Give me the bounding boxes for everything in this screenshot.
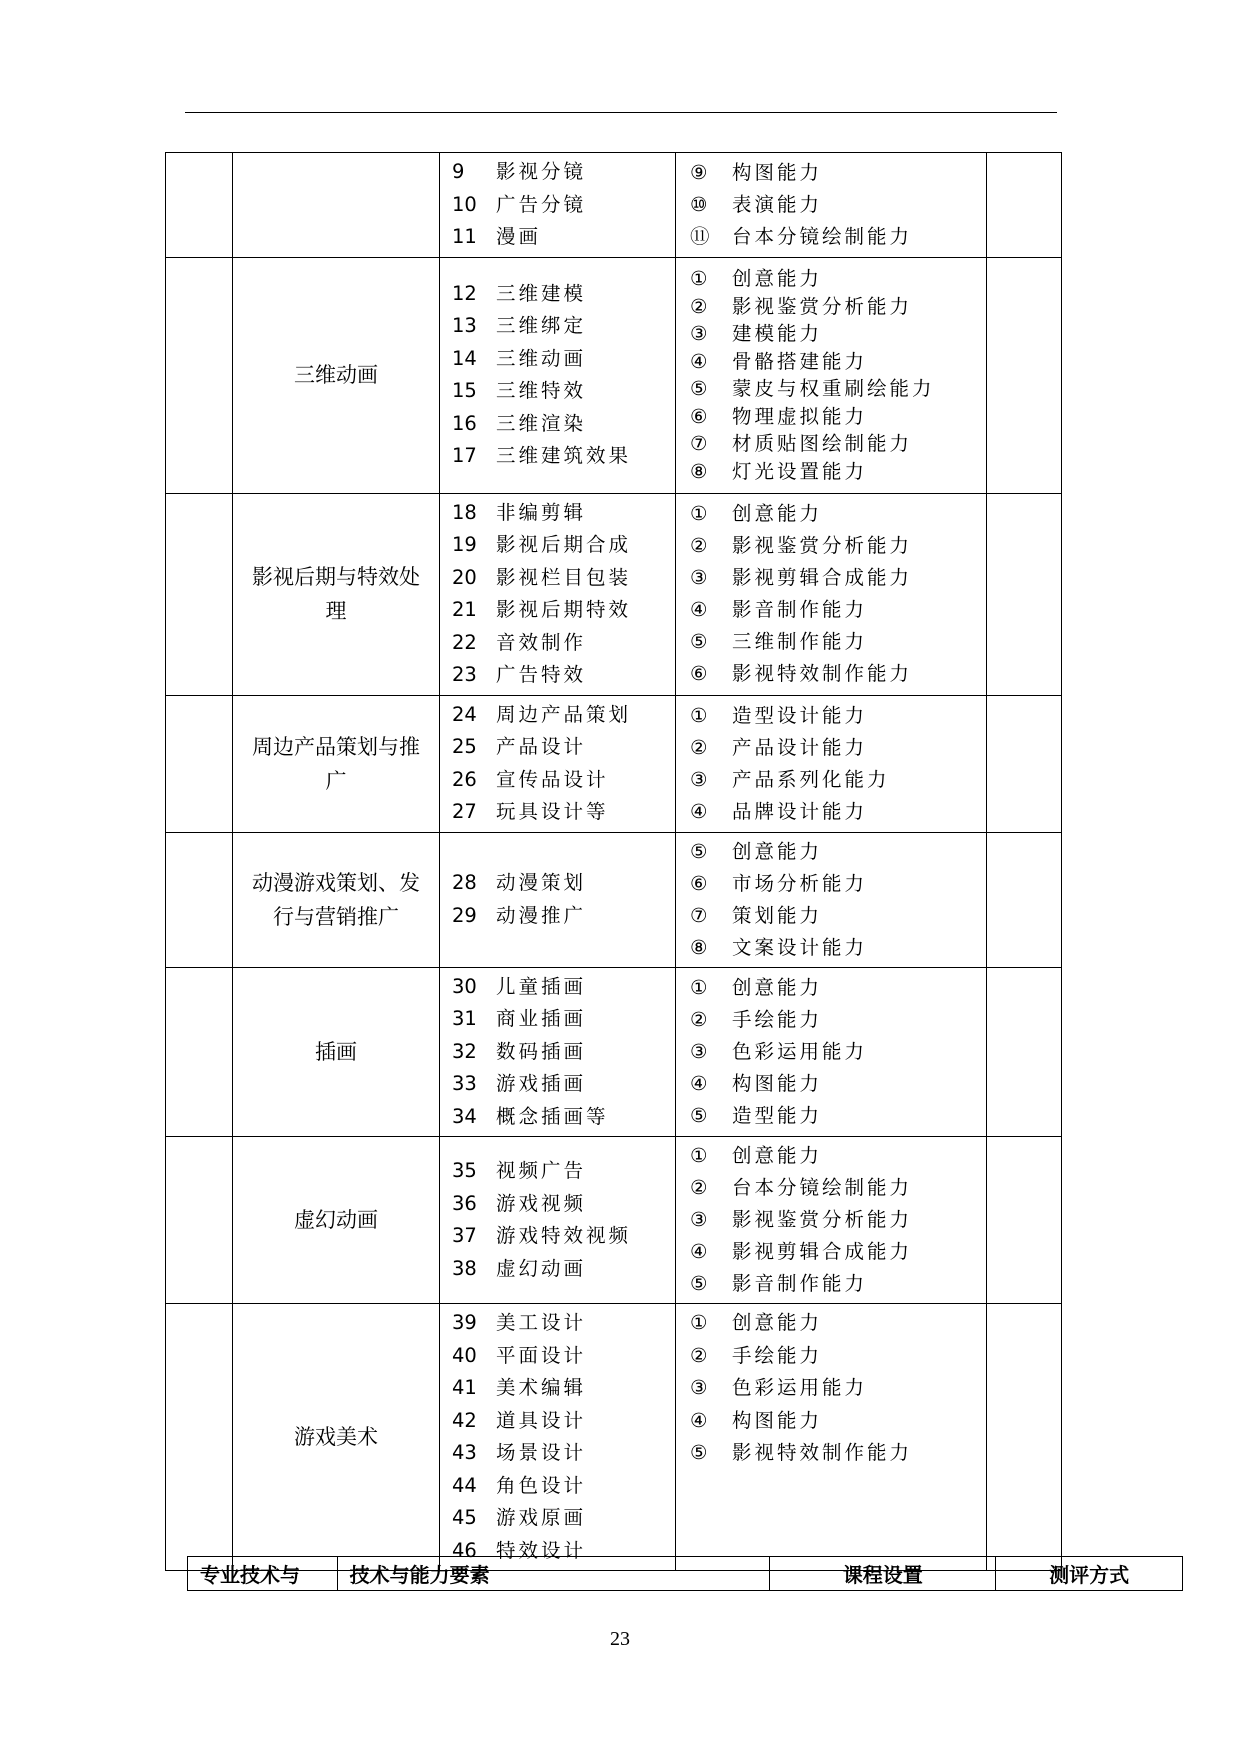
course-number: 40	[452, 1343, 477, 1367]
ability-marker: ⑤	[690, 1441, 708, 1464]
blank-cell	[166, 153, 233, 258]
ability-marker: ④	[690, 1240, 708, 1263]
ability-marker: ③	[690, 1039, 708, 1063]
ability-name: 影音制作能力	[732, 598, 868, 621]
ability-item	[676, 265, 986, 293]
course-name: 影视栏目包装	[496, 565, 632, 589]
category-cell: 插画	[233, 967, 440, 1137]
ability-marker: ①	[690, 703, 708, 727]
ability-marker: ⑪	[690, 224, 710, 248]
category-cell: 周边产品策划与推广	[233, 695, 440, 832]
course-name: 美术编辑	[496, 1376, 587, 1399]
ability-name: 台本分镜绘制能力	[732, 224, 913, 248]
course-item	[440, 1502, 675, 1535]
course-number: 9	[452, 160, 465, 183]
ability-marker: ④	[690, 1071, 708, 1095]
course-item	[440, 497, 675, 530]
course-number: 44	[452, 1473, 477, 1497]
ability-name: 物理虚拟能力	[732, 404, 868, 428]
blank-cell	[987, 493, 1062, 695]
course-item	[440, 1437, 675, 1470]
ability-marker: ⑧	[690, 935, 708, 959]
ability-name: 造型设计能力	[732, 703, 868, 727]
ability-item	[676, 1372, 986, 1405]
ability-name: 表演能力	[732, 192, 823, 216]
ability-item	[676, 1004, 986, 1036]
ability-name: 产品设计能力	[732, 735, 868, 759]
ability-name: 材质贴图绘制能力	[732, 432, 913, 455]
blank-cell	[987, 1137, 1062, 1304]
table-row	[166, 493, 1062, 695]
category-cell: 虚幻动画	[233, 1137, 440, 1304]
table-row	[166, 695, 1062, 832]
courses-cell	[440, 695, 676, 832]
blank-cell	[987, 153, 1062, 258]
ability-item	[676, 498, 986, 530]
course-number: 11	[452, 225, 477, 248]
ability-item	[676, 900, 986, 932]
course-name: 音效制作	[496, 630, 587, 654]
ability-marker: ①	[690, 502, 708, 525]
blank-cell	[166, 493, 233, 695]
course-item	[440, 156, 675, 189]
ability-item	[676, 320, 986, 348]
course-name: 概念插画等	[496, 1104, 609, 1128]
ability-name: 台本分镜绘制能力	[732, 1176, 913, 1199]
ability-name: 影视鉴赏分析能力	[732, 294, 913, 318]
course-name: 游戏插画	[496, 1072, 587, 1095]
ability-name: 影视剪辑合成能力	[732, 1240, 913, 1263]
course-item	[440, 278, 675, 311]
course-number: 13	[452, 314, 477, 337]
course-number: 32	[452, 1039, 477, 1063]
course-item	[440, 900, 675, 933]
course-name: 美工设计	[496, 1311, 587, 1334]
category-cell: 动漫游戏策划、发行与营销推广	[233, 832, 440, 967]
ability-item	[676, 189, 986, 221]
ability-item	[676, 1068, 986, 1100]
header-cell-3: 课程设置	[770, 1557, 996, 1591]
ability-name: 手绘能力	[732, 1343, 823, 1367]
ability-marker: ⑤	[690, 839, 708, 863]
course-item	[440, 343, 675, 376]
courses-cell	[440, 967, 676, 1137]
ability-name: 创意能力	[732, 502, 823, 525]
course-number: 18	[452, 500, 477, 524]
ability-name: 创意能力	[732, 975, 823, 999]
curriculum-table	[165, 152, 1062, 1571]
course-number: 31	[452, 1007, 477, 1030]
ability-item	[676, 562, 986, 594]
ability-item	[676, 458, 986, 486]
abilities-cell	[676, 695, 987, 832]
course-number: 39	[452, 1311, 477, 1334]
course-name: 数码插画	[496, 1039, 587, 1063]
ability-name: 创意能力	[732, 1144, 823, 1167]
ability-name: 造型能力	[732, 1103, 823, 1127]
ability-marker: ①	[690, 1144, 708, 1167]
ability-item	[676, 658, 986, 690]
next-table-header	[187, 1556, 1183, 1591]
course-item	[440, 375, 675, 408]
ability-marker: ⑥	[690, 871, 708, 895]
ability-item	[676, 530, 986, 562]
category-cell: 影视后期与特效处理	[233, 493, 440, 695]
course-item	[440, 659, 675, 692]
ability-marker: ②	[690, 1343, 708, 1367]
course-item	[440, 764, 675, 797]
course-item	[440, 1036, 675, 1069]
ability-marker: ④	[690, 598, 708, 621]
course-name: 三维绑定	[496, 314, 587, 337]
ability-marker: ③	[690, 1376, 708, 1399]
course-item	[440, 594, 675, 627]
ability-item	[676, 221, 986, 253]
blank-cell	[987, 257, 1062, 493]
ability-marker: ⑤	[690, 1103, 708, 1127]
course-item	[440, 1003, 675, 1036]
course-number: 38	[452, 1256, 477, 1280]
blank-cell	[166, 967, 233, 1137]
abilities-cell	[676, 1304, 987, 1571]
ability-marker: ①	[690, 267, 708, 290]
ability-name: 创意能力	[732, 267, 823, 290]
course-name: 平面设计	[496, 1343, 587, 1367]
ability-item	[676, 732, 986, 764]
ability-item	[676, 1340, 986, 1373]
ability-item	[676, 348, 986, 376]
course-name: 影视后期特效	[496, 598, 632, 621]
courses-cell	[440, 1137, 676, 1304]
course-number: 20	[452, 565, 477, 589]
abilities-cell	[676, 153, 987, 258]
course-number: 17	[452, 444, 477, 467]
course-item	[440, 1470, 675, 1503]
ability-marker: ⑥	[690, 404, 708, 428]
course-number: 37	[452, 1224, 477, 1247]
course-number: 46	[452, 1538, 477, 1562]
ability-marker: ⑦	[690, 432, 708, 455]
ability-marker: ⑦	[690, 903, 708, 927]
ability-marker: ①	[690, 1311, 708, 1334]
course-number: 29	[452, 903, 477, 927]
course-number: 41	[452, 1376, 477, 1399]
course-item	[440, 627, 675, 660]
course-number: 34	[452, 1104, 477, 1128]
ability-item	[676, 700, 986, 732]
course-item	[440, 189, 675, 222]
ability-marker: ⑨	[690, 160, 708, 184]
page-number: 23	[610, 1628, 630, 1650]
course-name: 视频广告	[496, 1159, 587, 1182]
ability-marker: ⑧	[690, 459, 708, 483]
course-item	[440, 1372, 675, 1405]
ability-marker: ⑩	[690, 192, 708, 216]
course-number: 23	[452, 663, 477, 686]
course-item	[440, 562, 675, 595]
blank-cell	[987, 832, 1062, 967]
table-row	[166, 1137, 1062, 1304]
ability-item	[676, 1236, 986, 1268]
course-name: 儿童插画	[496, 974, 587, 998]
ability-marker: ③	[690, 566, 708, 589]
course-name: 游戏视频	[496, 1191, 587, 1215]
ability-name: 骨骼搭建能力	[732, 349, 868, 373]
course-item	[440, 1405, 675, 1438]
ability-item	[676, 972, 986, 1004]
course-name: 特效设计	[496, 1538, 587, 1562]
course-name: 三维渲染	[496, 411, 587, 435]
course-item	[440, 731, 675, 764]
ability-marker: ④	[690, 799, 708, 823]
category-cell	[233, 153, 440, 258]
ability-item	[676, 293, 986, 321]
ability-item	[676, 836, 986, 868]
ability-item	[676, 157, 986, 189]
ability-marker: ②	[690, 534, 708, 557]
abilities-cell	[676, 967, 987, 1137]
course-name: 非编剪辑	[496, 500, 587, 524]
ability-name: 构图能力	[732, 1071, 823, 1095]
course-name: 产品设计	[496, 735, 587, 758]
ability-name: 手绘能力	[732, 1007, 823, 1031]
ability-marker: ②	[690, 735, 708, 759]
course-number: 25	[452, 735, 477, 758]
course-item	[440, 796, 675, 829]
course-name: 周边产品策划	[496, 702, 632, 726]
abilities-cell	[676, 493, 987, 695]
ability-item	[676, 594, 986, 626]
blank-cell	[987, 967, 1062, 1137]
ability-name: 影视鉴赏分析能力	[732, 534, 913, 557]
course-name: 游戏特效视频	[496, 1224, 632, 1247]
course-number: 19	[452, 533, 477, 556]
courses-cell	[440, 153, 676, 258]
course-number: 42	[452, 1408, 477, 1432]
course-number: 16	[452, 411, 477, 435]
abilities-cell	[676, 832, 987, 967]
blank-cell	[166, 695, 233, 832]
course-name: 三维特效	[496, 379, 587, 402]
ability-item	[676, 1140, 986, 1172]
course-item	[440, 699, 675, 732]
course-name: 三维建模	[496, 281, 587, 305]
course-number: 14	[452, 346, 477, 370]
course-number: 30	[452, 974, 477, 998]
header-cell-2: 技术与能力要素	[337, 1557, 770, 1591]
course-number: 10	[452, 192, 477, 216]
ability-marker: ④	[690, 349, 708, 373]
ability-item	[676, 403, 986, 431]
ability-item	[676, 1437, 986, 1470]
table-row	[166, 1304, 1062, 1571]
ability-marker: ①	[690, 975, 708, 999]
ability-name: 文案设计能力	[732, 935, 868, 959]
ability-name: 影视特效制作能力	[732, 662, 913, 685]
ability-item	[676, 1405, 986, 1438]
course-number: 24	[452, 702, 477, 726]
ability-item	[676, 375, 986, 403]
course-item	[440, 221, 675, 254]
ability-marker: ④	[690, 1408, 708, 1432]
course-name: 漫画	[496, 225, 542, 248]
ability-marker: ③	[690, 767, 708, 791]
course-item	[440, 408, 675, 441]
ability-marker: ③	[690, 1208, 708, 1231]
ability-name: 三维制作能力	[732, 630, 868, 653]
blank-cell	[166, 832, 233, 967]
course-item	[440, 1068, 675, 1101]
course-number: 22	[452, 630, 477, 654]
blank-cell	[987, 1304, 1062, 1571]
abilities-cell	[676, 1137, 987, 1304]
course-name: 三维动画	[496, 346, 587, 370]
header-cell-4: 测评方式	[996, 1557, 1183, 1591]
category-cell: 三维动画	[233, 257, 440, 493]
course-number: 15	[452, 379, 477, 402]
blank-cell	[166, 1304, 233, 1571]
ability-name: 影视特效制作能力	[732, 1441, 913, 1464]
course-item	[440, 1340, 675, 1373]
course-number: 21	[452, 598, 477, 621]
course-name: 商业插画	[496, 1007, 587, 1030]
header-rule	[185, 112, 1057, 113]
ability-marker: ⑤	[690, 1272, 708, 1295]
ability-name: 创意能力	[732, 839, 823, 863]
course-name: 游戏原画	[496, 1506, 587, 1529]
course-item	[440, 1188, 675, 1221]
ability-name: 构图能力	[732, 1408, 823, 1432]
course-item	[440, 971, 675, 1004]
ability-item	[676, 430, 986, 458]
abilities-cell	[676, 257, 987, 493]
ability-marker: ②	[690, 1176, 708, 1199]
ability-item	[676, 1307, 986, 1340]
course-number: 43	[452, 1441, 477, 1464]
courses-cell	[440, 832, 676, 967]
ability-name: 影视鉴赏分析能力	[732, 1208, 913, 1231]
ability-name: 产品系列化能力	[732, 767, 890, 791]
ability-name: 市场分析能力	[732, 871, 868, 895]
course-name: 动漫策划	[496, 871, 587, 894]
courses-cell	[440, 1304, 676, 1571]
course-name: 影视分镜	[496, 160, 587, 183]
course-item	[440, 529, 675, 562]
ability-name: 影音制作能力	[732, 1272, 868, 1295]
course-name: 场景设计	[496, 1441, 587, 1464]
table-row	[166, 832, 1062, 967]
course-name: 道具设计	[496, 1408, 587, 1432]
course-name: 动漫推广	[496, 903, 587, 927]
blank-cell	[166, 257, 233, 493]
ability-item	[676, 1204, 986, 1236]
ability-name: 品牌设计能力	[732, 799, 868, 823]
course-number: 26	[452, 767, 477, 791]
table-row	[166, 967, 1062, 1137]
curriculum-table-body	[166, 153, 1062, 1571]
course-name: 玩具设计等	[496, 800, 609, 823]
course-number: 33	[452, 1072, 477, 1095]
course-number: 35	[452, 1159, 477, 1182]
ability-item	[676, 1172, 986, 1204]
course-number: 12	[452, 281, 477, 305]
header-cell-1: 专业技术与	[188, 1557, 338, 1591]
ability-item	[676, 1100, 986, 1132]
ability-name: 灯光设置能力	[732, 459, 868, 483]
ability-name: 色彩运用能力	[732, 1039, 868, 1063]
course-item	[440, 1253, 675, 1286]
ability-name: 策划能力	[732, 903, 823, 927]
course-item	[440, 1101, 675, 1134]
ability-item	[676, 868, 986, 900]
course-name: 虚幻动画	[496, 1256, 587, 1280]
ability-item	[676, 1036, 986, 1068]
course-item	[440, 440, 675, 473]
ability-item	[676, 932, 986, 964]
courses-cell	[440, 257, 676, 493]
ability-item	[676, 764, 986, 796]
course-number: 36	[452, 1191, 477, 1215]
ability-item	[676, 796, 986, 828]
course-number: 27	[452, 800, 477, 823]
blank-cell	[987, 695, 1062, 832]
course-name: 三维建筑效果	[496, 444, 632, 467]
next-table-header-row	[188, 1557, 1183, 1591]
course-item	[440, 867, 675, 900]
course-name: 广告特效	[496, 663, 587, 686]
ability-name: 影视剪辑合成能力	[732, 566, 913, 589]
ability-marker: ⑥	[690, 662, 708, 685]
ability-marker: ⑤	[690, 377, 708, 400]
course-name: 影视后期合成	[496, 533, 632, 556]
table-row	[166, 257, 1062, 493]
ability-marker: ③	[690, 322, 708, 345]
ability-marker: ⑤	[690, 630, 708, 653]
course-number: 28	[452, 871, 477, 894]
ability-name: 创意能力	[732, 1311, 823, 1334]
ability-marker: ②	[690, 1007, 708, 1031]
category-cell: 游戏美术	[233, 1304, 440, 1571]
course-name: 广告分镜	[496, 192, 587, 216]
course-number: 45	[452, 1506, 477, 1529]
blank-cell	[166, 1137, 233, 1304]
ability-item	[676, 1268, 986, 1300]
ability-name: 构图能力	[732, 160, 823, 184]
course-item	[440, 1307, 675, 1340]
ability-name: 色彩运用能力	[732, 1376, 868, 1399]
courses-cell	[440, 493, 676, 695]
ability-name: 建模能力	[732, 322, 823, 345]
course-name: 角色设计	[496, 1473, 587, 1497]
course-name: 宣传品设计	[496, 767, 609, 791]
course-item	[440, 1220, 675, 1253]
course-item	[440, 310, 675, 343]
table-row	[166, 153, 1062, 258]
ability-item	[676, 626, 986, 658]
course-item	[440, 1155, 675, 1188]
ability-name: 蒙皮与权重刷绘能力	[732, 377, 935, 400]
ability-marker: ②	[690, 294, 708, 318]
